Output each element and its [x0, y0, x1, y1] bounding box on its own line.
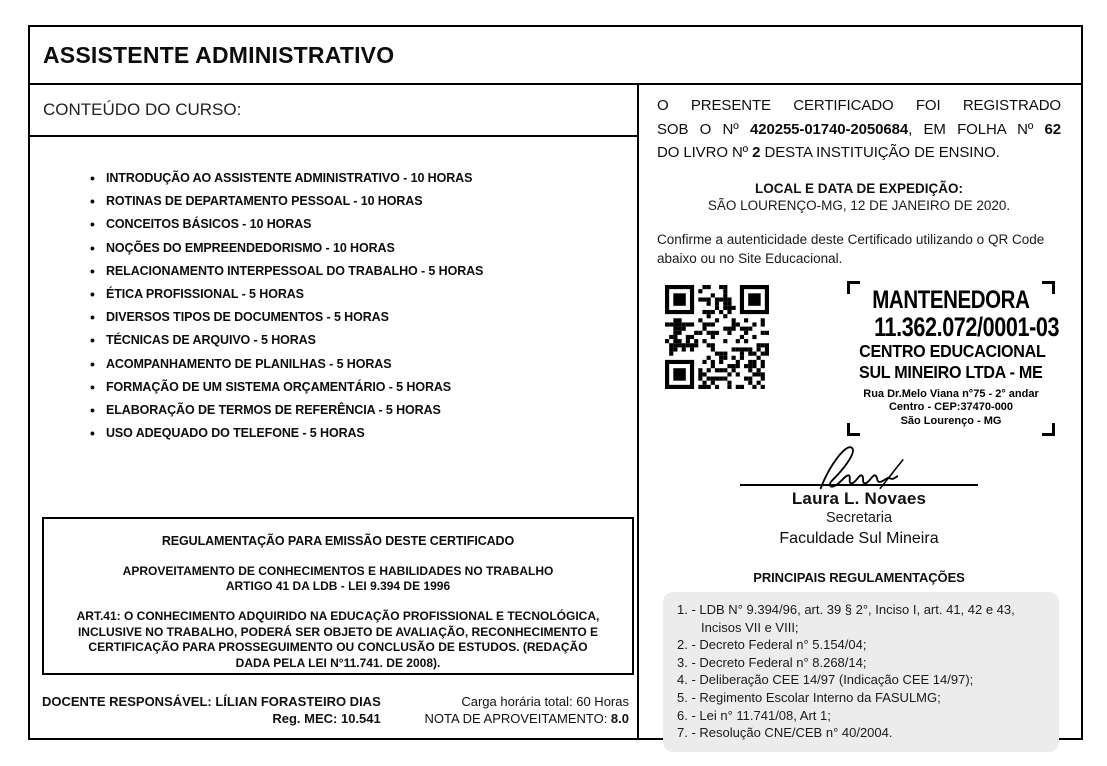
- expedition-place-date: SÃO LOURENÇO-MG, 12 DE JANEIRO DE 2020.: [707, 197, 1011, 213]
- regulation-item: 3. - Decreto Federal n° 8.268/14;: [677, 654, 867, 670]
- left-footer: [42, 693, 629, 727]
- content-columns: [30, 85, 1081, 741]
- sheet-number: 62: [1044, 120, 1061, 138]
- regulations-header: PRINCIPAIS REGULAMENTAÇÕES: [753, 570, 965, 585]
- responsible-teacher: DOCENTE RESPONSÁVEL: LÍLIAN FORASTEIRO DIAS: [42, 694, 381, 709]
- stamp-cnpj: 11.362.072/0001-03: [874, 311, 1060, 342]
- right-column: [637, 85, 1081, 741]
- course-content-list: [90, 167, 629, 445]
- course-content-header: CONTEÚDO DO CURSO:: [30, 85, 637, 137]
- regulation-box: [42, 517, 634, 675]
- certificate-sheet: [28, 25, 1083, 740]
- workload-grade-block: [425, 693, 629, 727]
- title-bar: [30, 27, 1081, 85]
- course-item: • NOÇÕES DO EMPREENDEDORISMO - 10 HORAS: [90, 237, 629, 260]
- signatory-institution: Faculdade Sul Mineira: [779, 530, 939, 547]
- regulation-box-subtitle: APROVEITAMENTO DE CONHECIMENTOS E HABILIDADES NO TRABALHO: [122, 564, 554, 578]
- course-item: • ROTINAS DE DEPARTAMENTO PESSOAL - 10 HORAS: [90, 190, 629, 213]
- course-item: • CONCEITOS BÁSICOS - 10 HORAS: [90, 213, 629, 236]
- teacher-mec-registration: Reg. MEC: 10.541: [272, 711, 381, 726]
- qr-code-icon: [665, 285, 769, 389]
- course-item: • TÉCNICAS DE ARQUIVO - 5 HORAS: [90, 329, 629, 352]
- registration-line: SOB O Nº 420255-01740-2050684, EM FOLHA Nº 62: [657, 120, 1061, 138]
- signatory-role: Secretaria: [825, 510, 893, 526]
- course-item: • RELACIONAMENTO INTERPESSOAL DO TRABALHO - 5 HORAS: [90, 260, 629, 283]
- responsible-teacher-block: [42, 693, 381, 727]
- stamp-corner-icon: [1042, 281, 1055, 294]
- left-column: [30, 85, 637, 738]
- stamp-corner-icon: [847, 423, 860, 436]
- stamp-corner-icon: [847, 281, 860, 294]
- course-item: • INTRODUÇÃO AO ASSISTENTE ADMINISTRATIVO - 10 HORAS: [90, 167, 629, 190]
- stamp-org-line: CENTRO EDUCACIONAL: [859, 340, 1046, 361]
- regulations-list: [663, 592, 1059, 752]
- regulation-box-law: ARTIGO 41 DA LDB - LEI 9.394 DE 1996: [225, 579, 451, 593]
- institution-stamp: [845, 281, 1060, 437]
- book-number: 2: [752, 144, 761, 161]
- course-item: • ACOMPANHAMENTO DE PLANILHAS - 5 HORAS: [90, 353, 629, 376]
- regulation-box-title: REGULAMENTAÇÃO PARA EMISSÃO DESTE CERTIFICADO: [161, 534, 515, 548]
- course-item: • DIVERSOS TIPOS DE DOCUMENTOS - 5 HORAS: [90, 306, 629, 329]
- signature-line: [740, 484, 978, 486]
- registration-line: DO LIVRO Nº 2 DESTA INSTITUIÇÃO DE ENSINO.: [657, 144, 1000, 161]
- regulation-item: 6. - Lei n° 11.741/08, Art 1;: [677, 707, 831, 723]
- stamp-org-line: SUL MINEIRO LTDA - ME: [859, 361, 1043, 382]
- regulation-item: 1. - LDB N° 9.394/96, art. 39 § 2°, Inciso I, art. 41, 42 e 43, Incisos VII e VIII;: [677, 602, 1015, 635]
- course-item: • FORMAÇÃO DE UM SISTEMA ORÇAMENTÁRIO - 5 HORAS: [90, 376, 629, 399]
- signature-block: [657, 438, 1061, 550]
- regulation-item: 7. - Resolução CNE/CEB n° 40/2004.: [677, 725, 893, 741]
- expedition-label: LOCAL E DATA DE EXPEDIÇÃO:: [754, 180, 963, 196]
- stamp-corner-icon: [1042, 423, 1055, 436]
- regulation-item: 4. - Deliberação CEE 14/97 (Indicação CEE 14/97);: [677, 672, 974, 688]
- regulation-box-body: ART.41: O CONHECIMENTO ADQUIRIDO NA EDUCAÇÃO PROFISSIONAL E TECNOLÓGICA, INCLUSIVE NO TRABALHO, PODERÁ SER OBJETO DE AVALIAÇÃO, RECONHECIMENTO E CERTIFICAÇÃO PARA PROSSEGUIMENTO OU CONCLUSÃO DE ESTUDOS. (REDAÇÃO DADA PELA LEI N°11.741. DE 2008).: [76, 609, 600, 670]
- total-workload: Carga horária total: 60 Horas: [461, 694, 629, 709]
- course-item: • ELABORAÇÃO DE TERMOS DE REFERÊNCIA - 5 HORAS: [90, 399, 629, 422]
- grade-value: 8.0: [610, 711, 629, 726]
- course-item: • ÉTICA PROFISSIONAL - 5 HORAS: [90, 283, 629, 306]
- stamp-title: MANTENEDORA: [872, 285, 1030, 314]
- qr-stamp-row: [657, 281, 1061, 437]
- regulation-item: 2. - Decreto Federal n° 5.154/04;: [677, 637, 867, 653]
- regulation-item: 5. - Regimento Escolar Interno da FASULMG;: [677, 689, 941, 705]
- registration-number: 420255-01740-2050684: [749, 120, 909, 138]
- grade-label: NOTA DE APROVEITAMENTO:: [424, 711, 611, 726]
- signatory-name: Laura L. Novaes: [791, 489, 927, 508]
- grade-line: [425, 710, 629, 727]
- course-title: ASSISTENTE ADMINISTRATIVO: [43, 41, 395, 68]
- course-item: • USO ADEQUADO DO TELEFONE - 5 HORAS: [90, 422, 629, 445]
- stamp-address: Rua Dr.Melo Viana n°75 - 2° andar Centro - CEP:37470-000 São Lourenço - MG: [863, 387, 1039, 427]
- registration-line: O PRESENTE CERTIFICADO FOI REGISTRADO: [657, 97, 1061, 114]
- expedition-block: [657, 180, 1061, 214]
- authenticity-note: Confirme a autenticidade deste Certificado utilizando o QR Code abaixo ou no Site Educacional.: [657, 231, 1045, 266]
- registration-statement: [657, 94, 1061, 165]
- handwritten-signature-icon: [774, 438, 944, 496]
